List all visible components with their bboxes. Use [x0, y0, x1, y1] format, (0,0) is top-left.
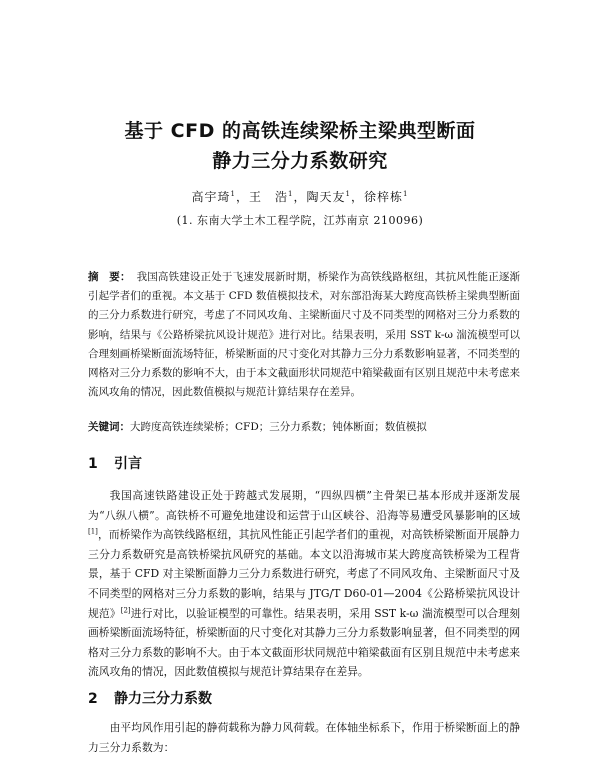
author-affiliation-mark: 1 — [403, 190, 409, 198]
author-affiliation-mark: 1 — [345, 190, 351, 198]
citation-mark: [1] — [88, 527, 98, 536]
paragraph-text: 我国高速铁路建设正处于跨越式发展期，“四纵四横”主骨架已基本形成并逐渐发展为“八纵八横”。高铁桥不可避免地建设和运营于山区峡谷、沿海等易遭受风暴影响的区域 — [88, 489, 520, 522]
section-2-paragraph: 由平均风作用引起的静荷载称为静力风荷载。在体轴坐标系下，作用于桥梁断面上的静力三分力系数为： — [88, 721, 520, 754]
introduction-paragraph — [88, 486, 520, 682]
paragraph-text: 进行对比，以验证模型的可靠性。结果表明，采用 SST k-ω 湍流模型可以合理刻画桥梁断面流场特征，桥梁断面的尺寸变化对其静力三分力系数影响显著，但不同类型的网格对三分力系数的影响不大。由于本文截面形状同规范中箱梁截面有区别且规范中未考虑来流风攻角的情况，因此数值模拟与规范计算结果存在差异。 — [88, 606, 521, 679]
paper-title-line-1: 基于 CFD 的高铁连续梁桥主梁典型断面 — [124, 120, 476, 142]
abstract-text: 我国高铁建设正处于飞速发展新时期，桥梁作为高铁线路枢纽，其抗风性能正逐渐引起学者们的重视。本文基于 CFD 数值模拟技术，对东部沿海某大跨度高铁桥主梁典型断面的三分力系数进行研究，考虑了不同风攻角、主梁断面尺寸及不同类型的网格对三分力系数的影响，结果与《公路桥梁抗风设计规范》进行对比。结果表明，采用 SST k-ω 湍流模型可以合理刻画桥梁断面流场特征，桥梁断面的尺寸变化对其静力三分力系数影响显著，不同类型的网格对三分力系数的影响不大，由于本文截面形状同规范中箱梁截面有区别且规范中未考虑来流风攻角的情况，因此数值模拟与规范计算结果存在差异。 — [88, 271, 521, 399]
author-name: 陶天友 — [306, 190, 346, 204]
abstract — [88, 268, 520, 402]
author-name: 徐梓栋 — [364, 190, 404, 204]
section-title: 静力三分力系数 — [114, 691, 212, 707]
paper-title-line-2: 静力三分力系数研究 — [212, 150, 388, 172]
author-name: 高宇琦 — [191, 190, 231, 204]
section-number: 2 — [88, 691, 98, 707]
abstract-label: 摘 要： — [88, 271, 131, 283]
keywords-text: 大跨度高铁连续梁桥；CFD；三分力系数；钝体断面；数值模拟 — [130, 421, 427, 433]
author-affiliation-mark: 1 — [230, 190, 236, 198]
citation-mark: [2] — [120, 605, 131, 614]
section-heading-static-coefficients — [88, 688, 212, 708]
author-list: 高宇琦$^1$，王 浩$^1$，陶天友$^1$，徐梓栋$^1$ — [191, 190, 409, 204]
section-heading-introduction — [88, 453, 142, 473]
paragraph-text: ，而桥梁作为高铁线路枢纽，其抗风性能正引起学者们的重视，对高铁桥梁断面开展静力三分力系数研究是高铁桥梁抗风研究的基础。本文以沿海城市某大跨度高铁桥梁为工程背景，基于 CFD 对主梁断面静力三分力系数进行研究，考虑了不同风攻角、主梁断面尺寸及不同类型的网格对三分力系数的影响，结果与 JTG/T D60-01—2004《公路桥梁抗风设计规范》 — [88, 528, 520, 620]
section-title: 引言 — [114, 456, 142, 472]
affiliation: (1. 东南大学土木工程学院，江苏南京 210096) — [176, 214, 424, 227]
keywords — [88, 418, 520, 437]
author-name: 王 浩 — [249, 190, 289, 204]
author-affiliation-mark: 1 — [288, 190, 294, 198]
keywords-label: 关键词： — [88, 421, 130, 433]
section-number: 1 — [88, 456, 98, 472]
